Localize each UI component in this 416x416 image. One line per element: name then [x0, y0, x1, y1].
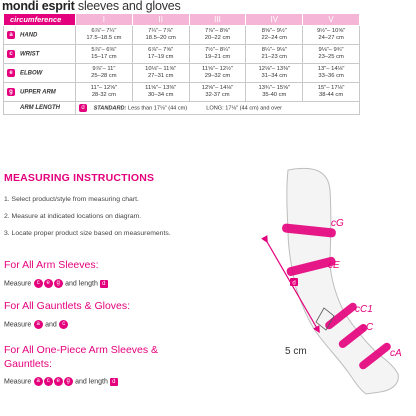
cell-inches: 12⅝"– 14⅛" — [201, 85, 234, 91]
arm-length-label: ARM LENGTH — [4, 102, 76, 115]
row-badge: a — [7, 31, 15, 39]
size-cell — [246, 83, 303, 102]
cell-inches: 6⅞"– 7¼" — [91, 28, 117, 34]
step-item: 3. Locate proper product size based on measurements. — [4, 230, 171, 237]
size-cell — [132, 64, 189, 83]
arm-silhouette — [287, 168, 399, 394]
size-header-4: IV — [246, 14, 303, 26]
badge-g: g — [54, 279, 63, 288]
cell-inches: 7¼"– 7⅞" — [148, 28, 174, 34]
cell-inches: 5⅞"– 6⅜" — [91, 47, 117, 53]
gauntlets-gloves-measure: Measure a and c — [4, 320, 69, 329]
row-label-text: UPPER ARM — [20, 89, 56, 96]
cell-cm: 20–22 cm — [204, 35, 231, 41]
one-piece-measure: Measure a c e g and length d — [4, 377, 118, 386]
long-text: LONG: 17⅛" (44 cm) and over — [206, 105, 282, 112]
arm-sleeves-measure: Measure c e g and length d — [4, 279, 108, 288]
badge-c: c — [44, 377, 53, 386]
badge-g: g — [64, 377, 73, 386]
size-cell — [189, 83, 246, 102]
size-header-row — [4, 14, 360, 26]
row-label — [4, 45, 76, 64]
size-cell — [132, 83, 189, 102]
size-header-1: I — [76, 14, 133, 26]
badge-d: d — [100, 280, 108, 288]
size-cell — [303, 83, 360, 102]
badge-a: a — [34, 377, 43, 386]
row-badge: c — [7, 50, 15, 58]
label-cg: cG — [331, 218, 344, 229]
size-cell — [246, 26, 303, 45]
row-label — [4, 64, 76, 83]
cell-cm: 15–17 cm — [91, 54, 117, 60]
standard-label: STANDARD: — [93, 105, 127, 112]
cell-cm: 35-40 cm — [262, 92, 287, 98]
cell-cm: 30–34 cm — [147, 92, 174, 98]
cell-cm: 29–32 cm — [204, 73, 231, 79]
size-row — [4, 45, 360, 64]
page-title — [2, 0, 181, 13]
size-cell — [132, 26, 189, 45]
size-cell — [246, 45, 303, 64]
cell-cm: 19–21 cm — [204, 54, 231, 60]
cell-cm: 32-37 cm — [205, 92, 230, 98]
step-item: 1. Select product/style from measuring chart. — [4, 196, 139, 203]
cell-cm: 23–25 cm — [318, 54, 344, 60]
size-header-5: V — [303, 14, 360, 26]
cell-cm: 33–36 cm — [318, 73, 344, 79]
size-header-3: III — [189, 14, 246, 26]
size-chart-table — [3, 13, 360, 115]
arm-length-row — [4, 102, 360, 115]
row-label — [4, 26, 76, 45]
standard-text: Less than 17⅛" (44 cm) — [127, 105, 188, 112]
cell-cm: 25–28 cm — [91, 73, 117, 79]
size-cell — [303, 45, 360, 64]
size-cell — [303, 64, 360, 83]
cell-inches: 15"– 17⅛" — [317, 85, 345, 91]
arm-length-badge: d — [79, 104, 87, 112]
label-ca: cA — [390, 348, 402, 359]
size-row — [4, 64, 360, 83]
cell-cm: 17–19 cm — [147, 54, 174, 60]
row-badge: e — [7, 69, 15, 77]
cell-cm: 22–24 cm — [261, 35, 288, 41]
badge-e: e — [54, 377, 63, 386]
cell-inches: 6⅞"– 7⅝" — [148, 47, 174, 53]
step-item: 2. Measure at indicated locations on diagram. — [4, 213, 142, 220]
cell-inches: 11⅝"– 12½" — [201, 66, 234, 72]
size-cell — [76, 45, 133, 64]
cell-inches: 9⅞"– 11" — [92, 66, 116, 72]
badge-c: c — [34, 279, 43, 288]
badge-d: d — [110, 378, 118, 386]
cell-inches: 8¼"– 9⅛" — [261, 47, 287, 53]
cell-cm: 28-32 cm — [91, 92, 116, 98]
size-cell — [303, 26, 360, 45]
size-row — [4, 26, 360, 45]
cell-inches: 11⅝"– 13⅜" — [145, 85, 177, 91]
cell-cm: 18.5–20 cm — [145, 35, 176, 41]
badge-a: a — [34, 320, 43, 329]
cell-inches: 11"– 12⅝" — [90, 85, 118, 91]
gauntlets-gloves-title: For All Gauntlets & Gloves: — [4, 300, 131, 312]
brand-name: mondi esprit — [2, 0, 75, 13]
size-cell — [189, 26, 246, 45]
size-header-2: II — [132, 14, 189, 26]
arm-sleeves-title: For All Arm Sleeves: — [4, 259, 99, 271]
arm-measurement-diagram — [230, 160, 416, 396]
size-row — [4, 83, 360, 102]
instructions-title: MEASURING INSTRUCTIONS — [4, 172, 155, 184]
instructions-steps — [4, 196, 171, 247]
row-badge: g — [7, 88, 15, 96]
row-label-text: WRIST — [20, 51, 40, 58]
row-label — [4, 83, 76, 102]
cell-cm: 27–31 cm — [147, 73, 174, 79]
size-cell — [246, 64, 303, 83]
cell-cm: 38-44 cm — [319, 92, 344, 98]
badge-d-diagram-text: d — [292, 280, 296, 287]
cell-inches: 13¾"– 15⅝" — [258, 85, 291, 91]
badge-c: c — [59, 320, 68, 329]
size-cell — [76, 64, 133, 83]
size-cell — [76, 26, 133, 45]
one-piece-title-line1: For All One-Piece Arm Sleeves & — [4, 344, 159, 356]
size-cell — [189, 45, 246, 64]
cell-cm: 24–27 cm — [318, 35, 344, 41]
cell-inches: 12⅛"– 13⅜" — [258, 66, 291, 72]
cell-inches: 9⅛"– 9¾" — [318, 47, 344, 53]
row-label-text: ELBOW — [20, 70, 43, 77]
cell-inches: 7⅞"– 8⅝" — [204, 28, 231, 34]
cell-cm: 17.5–18.5 cm — [86, 35, 122, 41]
row-label-text: HAND — [20, 32, 38, 39]
one-piece-title-line2: Gauntlets: — [4, 358, 52, 370]
label-ce: cE — [328, 260, 340, 271]
cell-inches: 10⅛"– 11⅝" — [145, 66, 177, 72]
cell-inches: 9½"– 10⅝" — [316, 28, 346, 34]
label-cc: cC — [361, 322, 374, 333]
size-cell — [189, 64, 246, 83]
page-subtitle: sleeves and gloves — [77, 0, 181, 13]
size-cell — [76, 83, 133, 102]
cell-cm: 31–34 cm — [261, 73, 288, 79]
badge-e: e — [44, 279, 53, 288]
cell-cm: 21–23 cm — [261, 54, 288, 60]
cell-inches: 8⅝"– 9½" — [261, 28, 287, 34]
five-cm-label: 5 cm — [285, 346, 307, 357]
cell-inches: 7½"– 8¼" — [204, 47, 231, 53]
arm-length-values — [76, 102, 360, 115]
cell-inches: 13"– 14⅛" — [317, 66, 345, 72]
label-cc1: cC1 — [355, 304, 373, 315]
size-cell — [132, 45, 189, 64]
circumference-header: circumference — [4, 14, 76, 26]
